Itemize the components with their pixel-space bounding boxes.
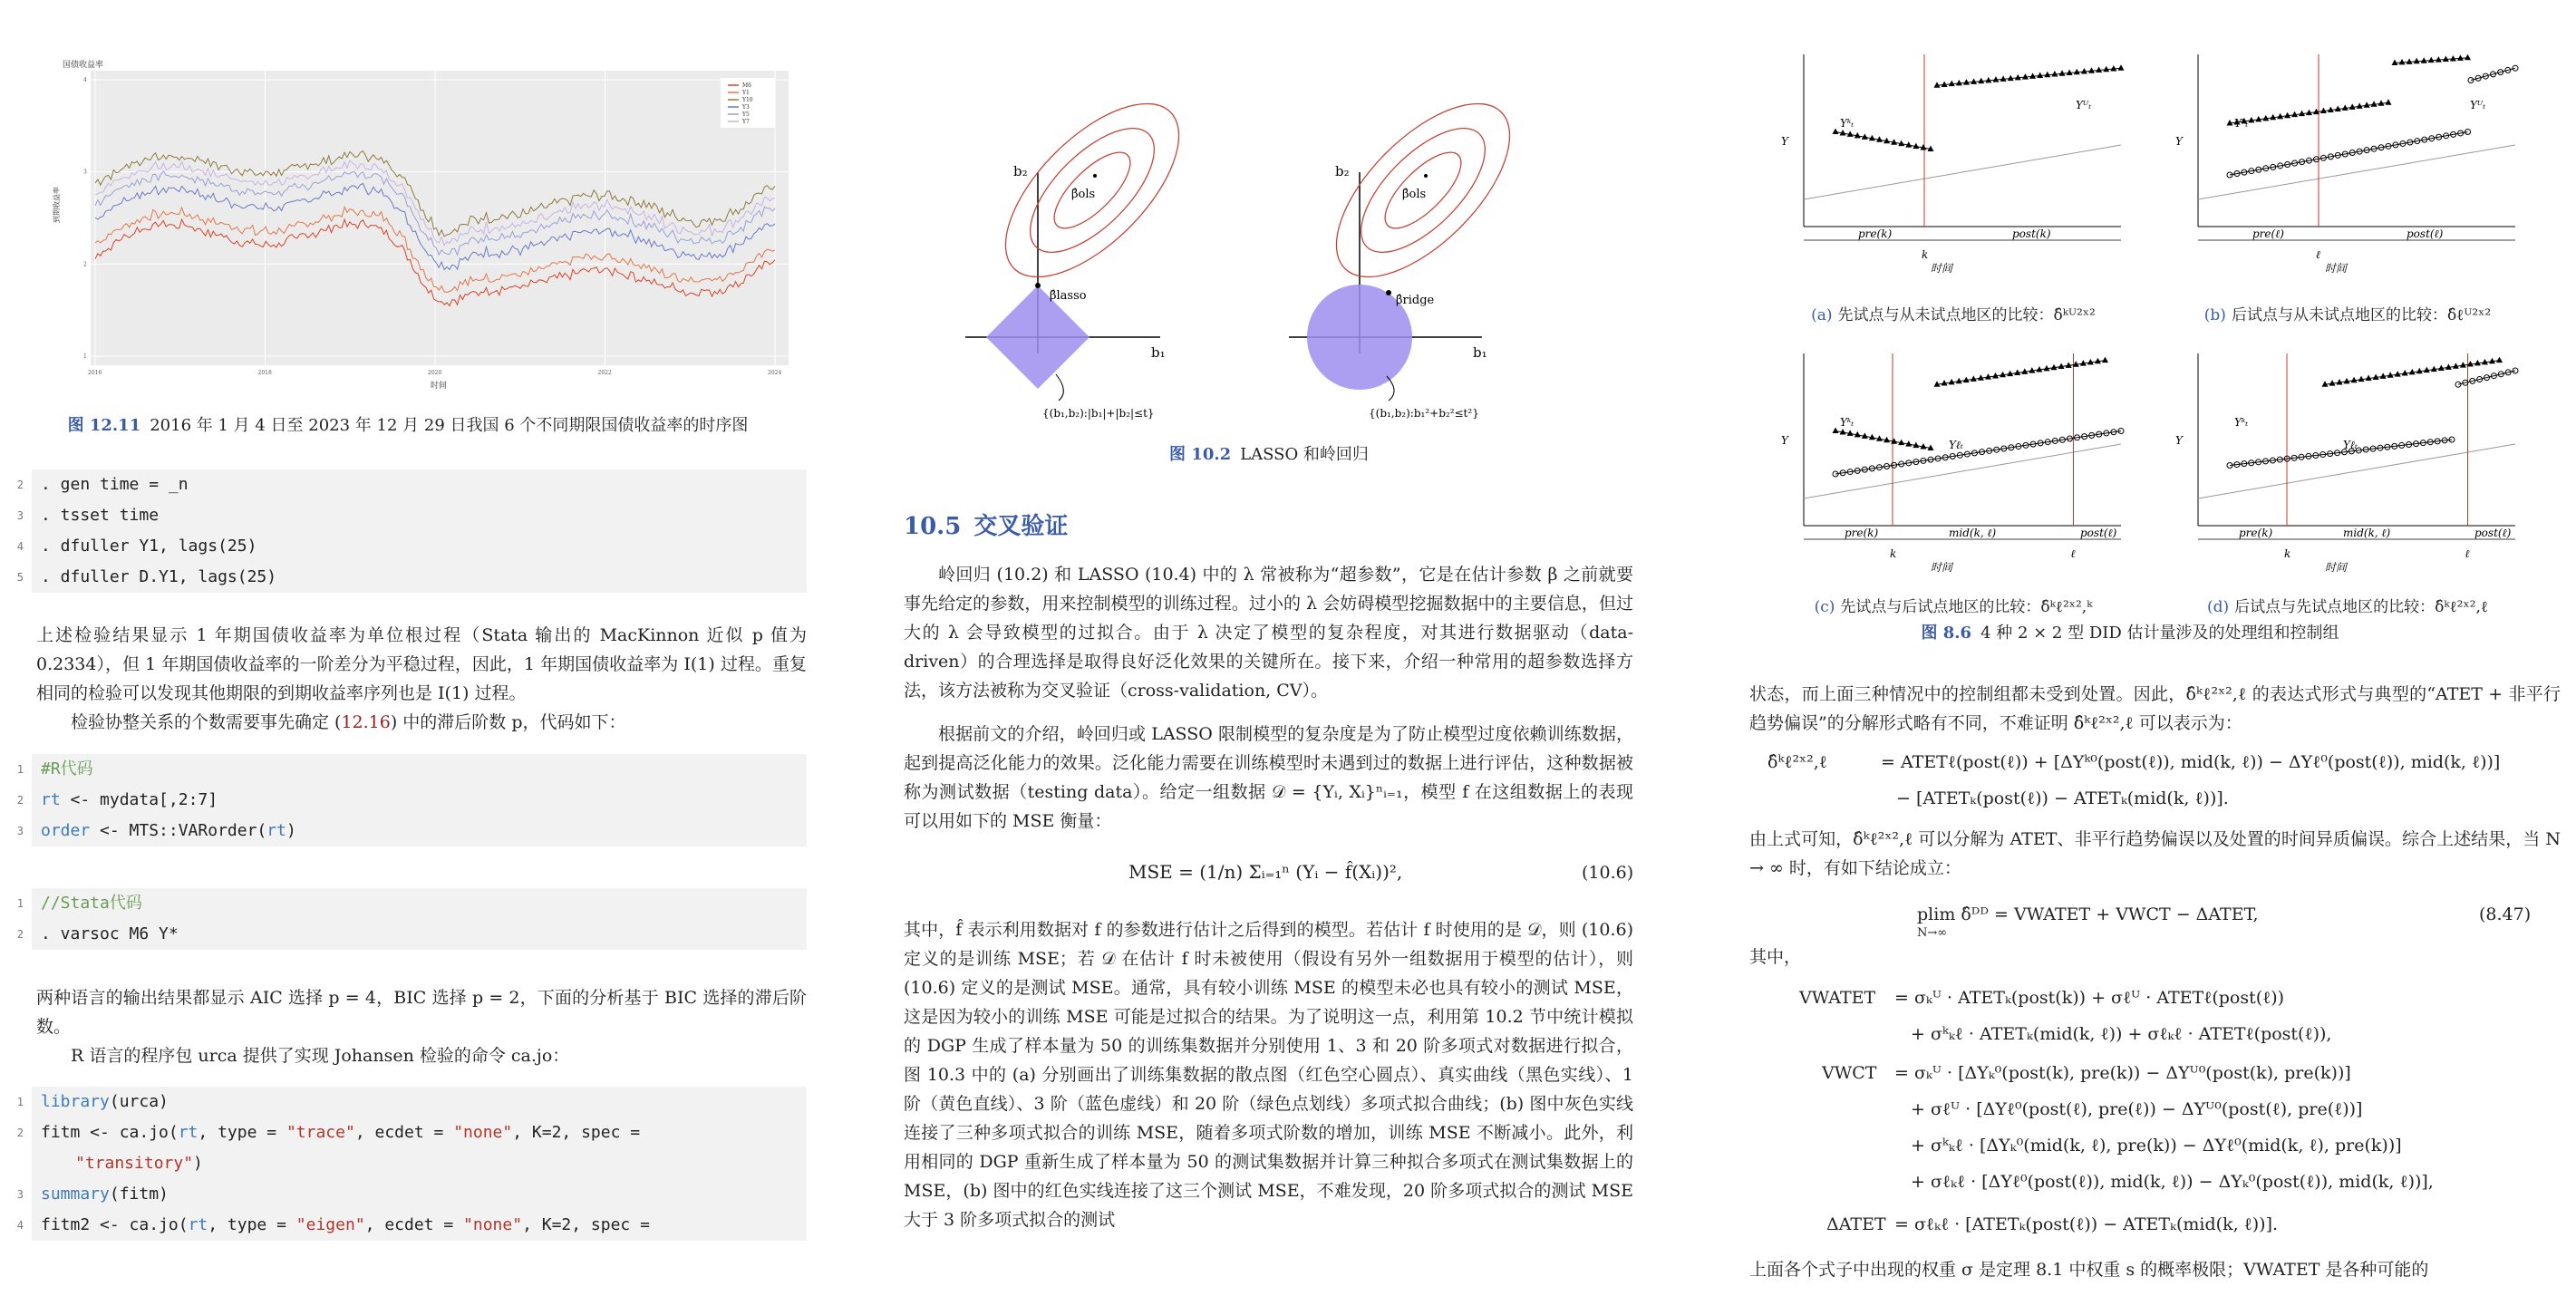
- chart-xlabel: 时间: [431, 382, 448, 391]
- treated-marker: [1833, 129, 1839, 135]
- treated-marker: [2496, 357, 2503, 363]
- panel-label: ℓ: [2070, 547, 2076, 560]
- y-tick-label: 3: [83, 169, 87, 176]
- paragraph-train-test-mse: 其中，f̂ 表示利用数据对 f 的参数进行估计之后得到的模型。若估计 f 时使用的是 𝒟，则 (10.6) 定义的是训练 MSE；若 𝒟 在估计 f 时未被使用（假设有另外一组数据用于模型的估计），则 (10.6) 定义的是测试 MSE。通常，具有较小训练 MSE 的模型未必也具有较小的测试 MSE，这是因为较小的训练 MSE 可能是过拟合的结果。为了说明这一点，利用第 10.2 节中统计模拟的 DGP 生成了样本量为 50 的训练集数据并分别使用 1、3 和 20 阶多项式对数据进行拟合，图 10.3 中的 (a) 分别画出了训练集数据的散点图（红色空心圆点）、真实曲线（黑色实线）、1 阶（黄色直线）、3 阶（蓝色虚线）和 20 阶（绿色点划线）多项式拟合曲线；(b) 图中灰色实线连接了三种多项式拟合的训练 MSE，随着多项式阶数的增加，训练 MSE 不断减小。此外，利用相同的 DGP 重新生成了样本量为 50 的测试集数据并计算三种拟合多项式在测试集数据上的 MSE，(b) 图中的红色实线连接了这三个测试 MSE，不难发现，20 阶多项式拟合的测试 MSE 大于 3 阶多项式拟合的测试: [904, 920, 1633, 1230]
- lasso-constraint-label: {(b₁,b₂):|b₁|+|b₂|≤t}: [1042, 407, 1155, 420]
- treated-marker: [2457, 54, 2464, 61]
- panel-label: post(ℓ): [2474, 527, 2512, 539]
- x-tick-label: 2016: [88, 370, 102, 376]
- code-block-stata-varsoc: [16, 888, 807, 950]
- treated-marker: [1934, 82, 1941, 88]
- panel-label: 时间: [1931, 561, 1953, 574]
- lasso-ols-label: β̂ols: [1071, 188, 1096, 201]
- treated-marker: [2096, 66, 2102, 73]
- treated-marker: [1963, 79, 1970, 85]
- panel-label: Yℓₜ: [1949, 439, 1963, 451]
- y-tick-label: 2: [83, 261, 87, 268]
- ridge-diagram: [1289, 75, 1538, 420]
- page-right: [1722, 0, 2576, 1296]
- x-tick-label: 2022: [597, 370, 612, 376]
- treated-marker: [2037, 73, 2043, 79]
- code-token: rt: [266, 821, 286, 840]
- panel-label: Yℓₜ: [2343, 439, 2358, 451]
- panel-label: Yᵏₜ: [1840, 416, 1855, 429]
- vwct-line3: + σᵏₖℓ · [ΔYₖ⁰(mid(k, ℓ), pre(k)) − ΔYℓ⁰(mid(k, ℓ), pre(k))]: [1911, 1136, 2402, 1156]
- panel-label: Y: [1781, 135, 1788, 148]
- outcome-path: [2471, 68, 2515, 80]
- line-number: 1: [16, 763, 24, 776]
- figure-caption-10-2: [884, 441, 1654, 465]
- panel-label: ℓ: [2465, 547, 2470, 560]
- vwct-line2: + σℓᵁ · [ΔYℓ⁰(post(ℓ), pre(ℓ)) − ΔYᵁ⁰(post(ℓ), pre(ℓ))]: [1911, 1099, 2363, 1119]
- page-left: [0, 0, 816, 1296]
- vwct-lhs: VWCT: [1822, 1063, 1877, 1083]
- vwatet-line1: = σₖᵁ · ATETₖ(post(k)) + σℓᵁ · ATETℓ(post(ℓ)): [1894, 988, 2285, 1008]
- section-heading: [904, 508, 1068, 541]
- caption-label: 图 8.6: [1921, 624, 1972, 643]
- line-number: 4: [16, 1219, 24, 1232]
- equation-mse: MSE = (1/n) Σᵢ₌₁ⁿ (Yᵢ − f̂(Xᵢ))²,: [1128, 861, 1403, 883]
- panel-label: Yᵁₜ: [2076, 99, 2092, 111]
- treated-marker: [1833, 428, 1839, 434]
- treated-marker: [1956, 80, 1962, 86]
- lasso-diagram: [965, 75, 1207, 420]
- ridge-constraint-label: {(b₁,b₂):b₁²+b₂²≤t²}: [1369, 407, 1479, 420]
- treated-marker: [2074, 69, 2080, 74]
- treated-marker: [1992, 76, 1999, 82]
- vwct-line1: = σₖᵁ · [ΔYₖ⁰(post(k), pre(k)) − ΔYᵁ⁰(post(k), pre(k))]: [1894, 1063, 2351, 1083]
- code-token: <- MTS::VARorder(: [90, 821, 267, 840]
- paragraph-weights: 上面各个式子中出现的权重 σ 是定理 8.1 中权重 s 的概率极限；VWATET 是各种可能的: [1749, 1260, 2429, 1280]
- treated-marker: [2118, 64, 2125, 71]
- panel-label: k: [1890, 547, 1897, 560]
- paragraph-aic-bic: 两种语言的输出结果都显示 AIC 选择 p = 4，BIC 选择 p = 2，下面的分析基于 BIC 选择的滞后阶数。: [36, 988, 807, 1037]
- treated-marker: [2421, 57, 2427, 63]
- treated-marker: [1985, 77, 1991, 83]
- panel-label: pre(k): [1858, 227, 1893, 240]
- ridge-axis-b2: b₂: [1335, 163, 1350, 179]
- code-comment: #R代码: [41, 759, 93, 779]
- panel-label: 时间: [2325, 561, 2348, 574]
- lasso-ridge-figure: [952, 54, 1586, 435]
- line-number: 5: [16, 571, 24, 584]
- treated-marker: [2407, 58, 2413, 64]
- paragraph-decomposition: 由上式可知，δ̂ᵏℓ²ˣ²,ℓ 可以分解为 ATET、非平行趋势偏误以及处置的时间异质偏误。综合上述结果，当 N → ∞ 时，有如下结论成立：: [1749, 829, 2561, 878]
- panel-label: 时间: [2325, 262, 2348, 275]
- panel-d-caption: (d) 后试点与先试点地区的比较：δ̂ᵏℓ²ˣ²,ℓ: [2206, 598, 2489, 616]
- panel-b-caption: (b) 后试点与从未试点地区的比较：δ̂ℓᵁ²ˣ²: [2203, 306, 2492, 324]
- treated-marker: [2414, 58, 2420, 64]
- legend-entry: Y5: [742, 111, 750, 118]
- eq-plim: plim δ̂ᴰᴰ = VWATET + VWCT − ΔATET,: [1917, 904, 2259, 924]
- outcome-path: [2458, 371, 2515, 384]
- code-token: rt: [41, 790, 61, 809]
- code-line: . dfuller D.Y1, lags(25): [41, 567, 277, 586]
- panel-label: Y: [2175, 135, 2183, 148]
- panel-label: k: [1922, 248, 1929, 261]
- legend-entry: Y3: [742, 104, 750, 111]
- legend-entry: M6: [742, 82, 751, 89]
- eq1-line1: = ATETℓ(post(ℓ)) + [ΔYᵏ⁰(post(ℓ)), mid(k, ℓ)) − ΔYℓ⁰(post(ℓ)), mid(k, ℓ))]: [1881, 752, 2501, 772]
- treated-marker: [2000, 75, 2007, 82]
- treated-marker: [2067, 70, 2073, 76]
- panel-c-caption: (c) 先试点与后试点地区的比较：δ̂ᵏℓ²ˣ²,ᵏ: [1814, 598, 2093, 616]
- untreated-trend: [1804, 145, 2121, 199]
- panel-a-caption: (a) 先试点与从未试点地区的比较：δ̂ᵏᵁ²ˣ²: [1811, 306, 2096, 324]
- did-panel-a: [1777, 45, 2130, 281]
- treated-marker: [1971, 78, 1977, 84]
- figure-caption-12-11: [0, 412, 816, 436]
- treated-marker: [2465, 54, 2471, 61]
- x-tick-label: 2020: [428, 370, 442, 376]
- vwatet-lhs: VWATET: [1799, 988, 1876, 1008]
- chart-title: 国债收益率: [63, 61, 104, 70]
- lasso-axis-b1: b₁: [1151, 344, 1166, 361]
- treated-marker: [2392, 60, 2398, 66]
- treated-marker: [1978, 78, 1984, 84]
- section-number: 10.5: [904, 513, 962, 540]
- legend-entry: Y10: [742, 97, 753, 103]
- caption-text: 4 种 2 × 2 型 DID 估计量涉及的处理组和控制组: [1980, 624, 2339, 643]
- eq1-lhs: δ̂ᵏℓ²ˣ²,ℓ: [1767, 752, 1827, 772]
- eq-plim-sub: N→∞: [1917, 926, 1948, 940]
- panel-label: post(ℓ): [2407, 227, 2444, 240]
- legend-entry: Y7: [742, 119, 750, 125]
- code-line: . varsoc M6 Y*: [41, 924, 179, 943]
- x-tick-label: 2018: [257, 370, 272, 376]
- code-token: <- mydata[,2:7]: [60, 790, 218, 809]
- treated-marker: [2443, 56, 2449, 63]
- line-number: 2: [16, 928, 24, 941]
- chart-y-ticks: [83, 77, 87, 360]
- panel-label: Yᵏₜ: [2234, 416, 2249, 429]
- vwatet-line2: + σᵏₖℓ · ATETₖ(mid(k, ℓ)) + σℓₖℓ · ATETℓ(post(ℓ)),: [1911, 1024, 2332, 1044]
- did-panel-b: [2171, 45, 2524, 281]
- page-middle: [884, 0, 1654, 1296]
- treated-marker: [2022, 73, 2029, 80]
- line-number: 1: [16, 1096, 24, 1108]
- code-block-r-varorder: [16, 754, 807, 846]
- panel-label: Y: [2175, 434, 2183, 447]
- eq1-line2: − [ATETₖ(post(ℓ)) − ATETₖ(mid(k, ℓ))].: [1896, 788, 2229, 808]
- x-tick-label: 2024: [768, 370, 782, 376]
- line-number: 2: [16, 1127, 24, 1139]
- chart-x-ticks: [88, 370, 781, 376]
- legend-entry: Y1: [742, 90, 750, 96]
- code-block-r-cajo: 1 library(urca) 2 fitm <- ca.jo(rt, type = "trace", ecdet = "none", K=2, spec = "transitory") 3 summary(fitm) 4 fitm2 <- ca.jo(rt, type = "eigen", ecdet = "none", K=2, spec =: [32, 1087, 807, 1241]
- y-tick-label: 4: [83, 77, 87, 83]
- panel-label: k: [2284, 547, 2291, 560]
- caption-label: 图 12.11: [67, 416, 141, 435]
- control-marker: [2513, 65, 2518, 71]
- treated-marker: [2059, 70, 2066, 76]
- line-number: 3: [16, 825, 24, 837]
- ridge-axis-b1: b₁: [1473, 344, 1487, 361]
- panel-label: 时间: [1931, 262, 1953, 275]
- treated-marker: [1949, 81, 1955, 87]
- treated-marker: [2051, 71, 2058, 77]
- line-number: 2: [16, 479, 24, 491]
- code-token: ): [286, 821, 296, 840]
- ridge-est-label: β̂ridge: [1396, 294, 1435, 307]
- vwct-line4: + σℓₖℓ · [ΔYℓ⁰(post(ℓ)), mid(k, ℓ)) − ΔYₖ⁰(post(ℓ)), mid(k, ℓ))],: [1911, 1172, 2434, 1192]
- chart-legend: [721, 78, 775, 128]
- code-line: . gen time = _n: [41, 475, 189, 494]
- treated-marker: [1942, 81, 1948, 87]
- treated-marker: [2044, 72, 2050, 78]
- treated-marker: [2436, 56, 2442, 63]
- did-panel-c: [1777, 344, 2130, 580]
- equation-number: (10.6): [1582, 863, 1634, 883]
- code-line: . tsset time: [41, 506, 160, 525]
- figure-caption-8-6: [1722, 620, 2538, 643]
- chart-ylabel: 到期收益率: [53, 187, 61, 223]
- treated-marker: [2399, 59, 2406, 65]
- equation-number-8-47: (8.47): [2479, 904, 2532, 924]
- y-tick-label: 1: [83, 353, 87, 360]
- caption-text: LASSO 和岭回归: [1240, 445, 1369, 464]
- did-panel-d: [2171, 344, 2524, 580]
- chart-panel: [91, 71, 789, 365]
- treated-marker: [2015, 74, 2021, 81]
- panel-label: Yᵁₜ: [2470, 99, 2486, 111]
- code-line: . dfuller Y1, lags(25): [41, 537, 257, 556]
- code-token: order: [41, 821, 91, 840]
- panel-label: post(ℓ): [2080, 527, 2117, 539]
- outcome-path: [2230, 132, 2468, 176]
- datet-lhs: ΔATET: [1826, 1214, 1886, 1234]
- panel-label: Yᵏₜ: [1840, 117, 1855, 130]
- lasso-est-label: β̂lasso: [1050, 289, 1087, 303]
- treated-marker: [2386, 99, 2392, 105]
- paragraph-unit-root: 上述检验结果显示 1 年期国债收益率为单位根过程（Stata 输出的 MacKinnon 近似 p 值为 0.2334），但 1 年期国债收益率的一阶差分为平稳过程，因此，1 年期国债收益率为 I(1) 过程。重复相同的检验可以发现其他期限的到期收益率序列也是 I(1) 过程。: [36, 625, 807, 703]
- paragraph-did-state: 状态，而上面三种情况中的控制组都未受到处置。因此，δ̂ᵏℓ²ˣ²,ℓ 的表达式形式与典型的“ATET + 非平行趋势偏误”的分解形式略有不同，不难证明 δ̂ᵏℓ²ˣ²,ℓ 可以表示为：: [1749, 684, 2561, 733]
- treated-marker: [2102, 357, 2108, 363]
- panel-label: pre(k): [2239, 527, 2273, 539]
- treated-marker: [2081, 68, 2087, 74]
- panel-label: pre(k): [1845, 527, 1879, 539]
- treated-marker: [2110, 65, 2116, 72]
- where-text: 其中，: [1749, 947, 1802, 967]
- yield-chart: [50, 60, 802, 395]
- treated-marker: [2428, 57, 2435, 63]
- panel-label: mid(k, ℓ): [1949, 527, 1997, 539]
- panel-label: pre(ℓ): [2252, 227, 2284, 240]
- panel-label: ℓ: [2316, 248, 2320, 261]
- datet-line1: = σℓₖℓ · [ATETₖ(post(ℓ)) − ATETₖ(mid(k, ℓ))].: [1894, 1214, 2279, 1234]
- paragraph-lag-order: 检验协整关系的个数需要事先确定 (12.16) 中的滞后阶数 p，代码如下：: [71, 712, 626, 732]
- panel-label: mid(k, ℓ): [2343, 527, 2391, 539]
- line-number: 3: [16, 1188, 24, 1201]
- treated-marker: [2450, 55, 2456, 62]
- treated-marker: [2088, 67, 2095, 73]
- line-number: 2: [16, 794, 24, 807]
- caption-label: 图 10.2: [1169, 445, 1232, 464]
- panel-label: post(k): [2012, 227, 2051, 240]
- panel-label: Y: [1781, 434, 1788, 447]
- lasso-axis-b2: b₂: [1013, 163, 1028, 179]
- section-title: 交叉验证: [973, 513, 1069, 540]
- paragraph-urca: R 语言的程序包 urca 提供了实现 Johansen 检验的命令 ca.jo：: [71, 1046, 570, 1066]
- code-comment: //Stata代码: [41, 894, 142, 913]
- treated-marker: [2103, 66, 2109, 73]
- paragraph-hyperparameter: 岭回归 (10.2) 和 LASSO (10.4) 中的 λ 常被称为“超参数”，它是在估计参数 β 之前就要事先给定的参数，用来控制模型的训练过程。过小的 λ 会妨碍模型挖掘数据中的主要信息，但过大的 λ 会导致模型的过拟合。由于 λ 决定了模型的复杂程度，对其进行数据驱动（data-driven）的合理选择是取得良好泛化效果的关键所在。接下来，介绍一种常用的超参数选择方法，该方法被称为交叉验证（cross-validation, CV）。: [904, 565, 1633, 701]
- treated-marker: [2029, 73, 2036, 79]
- line-number: 3: [16, 509, 24, 522]
- caption-text: 2016 年 1 月 4 日至 2023 年 12 月 29 日我国 6 个不同期限国债收益率的时序图: [150, 416, 749, 435]
- outcome-path: [1937, 361, 2106, 385]
- paragraph-generalization: 根据前文的介绍，岭回归或 LASSO 限制模型的复杂度是为了防止模型过度依赖训练数据，起到提高泛化能力的效果。泛化能力需要在训练模型时未遇到过的数据上进行评估，这种数据被称为测试数据（testing data）。给定一组数据 𝒟 = {Yᵢ, Xᵢ}ⁿᵢ₌₁，模型 f 在这组数据上的表现可以用如下的 MSE 衡量：: [904, 724, 1633, 831]
- treated-marker: [2008, 75, 2014, 82]
- code-block-stata-1: [16, 469, 807, 593]
- line-number: 4: [16, 540, 24, 553]
- ridge-ols-label: β̂ols: [1402, 188, 1427, 201]
- panel-label: Yᵏₜ: [2234, 117, 2249, 130]
- line-number: 1: [16, 897, 24, 910]
